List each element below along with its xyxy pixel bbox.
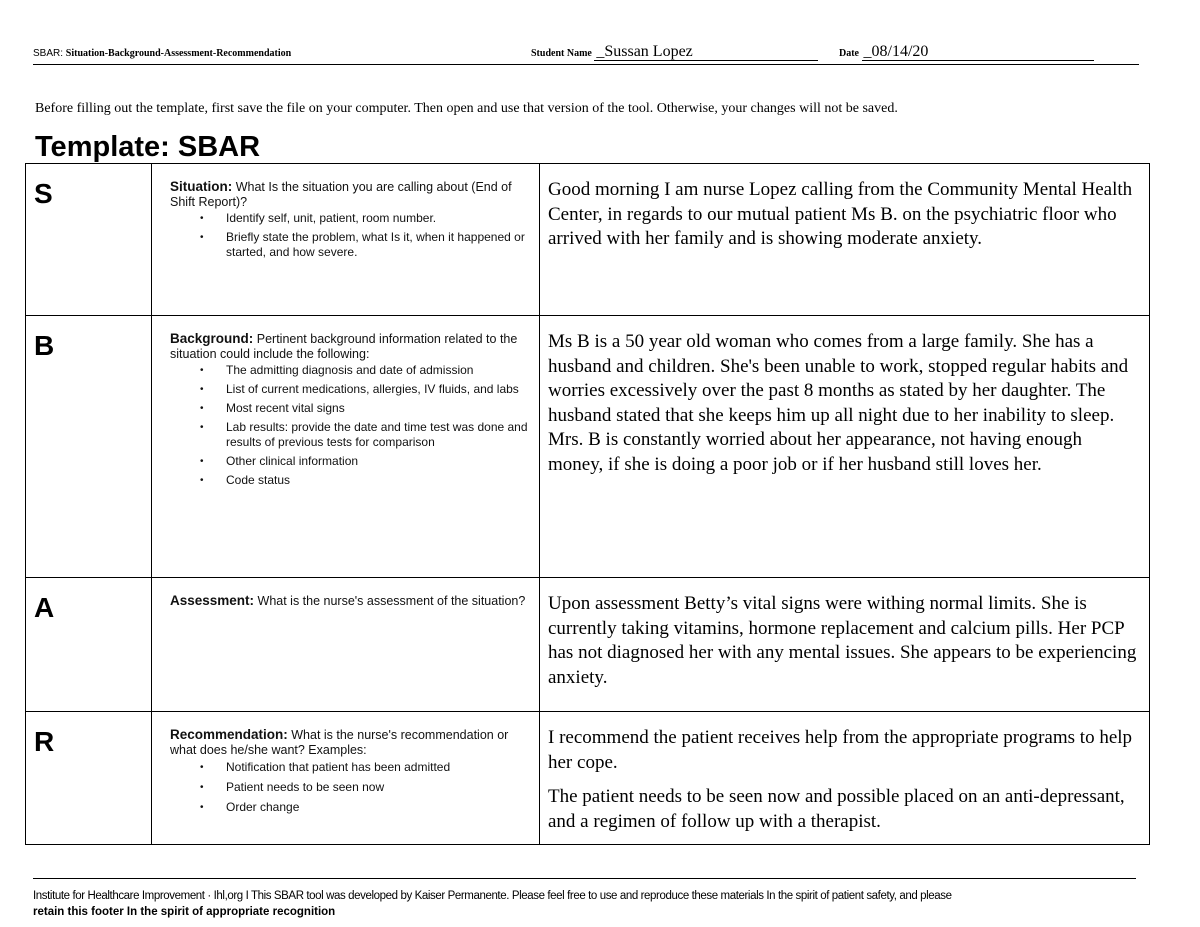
answer-text[interactable]	[540, 578, 1149, 690]
guide-desc: What Is the situation you are calling about (End of Shift Report)?	[170, 180, 512, 209]
footer-line-2: retain this footer In the spirit of appropriate recognition	[33, 906, 336, 918]
page-title: Template: SBAR	[35, 131, 261, 163]
guide-text	[152, 164, 539, 260]
sbar-table	[25, 163, 1150, 845]
guide-title: Background:	[170, 331, 254, 346]
date-value[interactable]: _08/14/20	[862, 44, 1094, 61]
guide-bullet: • The admitting diagnosis and date of admission	[226, 363, 531, 378]
sbar-row-situation	[26, 164, 1150, 316]
guide-title: Recommendation:	[170, 727, 288, 742]
guide-bullet: • Briefly state the problem, what Is it, when it happened or started, and how severe.	[226, 230, 531, 260]
date-field[interactable]	[839, 44, 1094, 61]
student-name-label: Student Name	[531, 48, 595, 59]
answer-text[interactable]	[540, 164, 1149, 252]
guide-bullet: • Code status	[226, 473, 531, 488]
sbar-prefix: SBAR:	[33, 48, 66, 59]
student-name-value[interactable]: _Sussan Lopez	[594, 44, 818, 61]
answer-text[interactable]	[540, 316, 1149, 477]
answer-cell[interactable]	[540, 164, 1150, 316]
guide-bullets	[170, 760, 531, 815]
student-name-field[interactable]	[531, 44, 818, 61]
guide-bullet: • Patient needs to be seen now	[226, 780, 531, 795]
sbar-header-title	[33, 48, 291, 59]
footer	[33, 888, 1143, 920]
row-letter: S	[34, 178, 53, 209]
letter-cell	[26, 316, 152, 578]
guide-bullet: • Other clinical information	[226, 454, 531, 469]
guide-bullets	[170, 363, 531, 488]
guide-bullet: • Identify self, unit, patient, room number.	[226, 211, 531, 226]
date-label: Date	[839, 48, 862, 59]
guide-bullet: • List of current medications, allergies, IV fluids, and labs	[226, 382, 531, 397]
guide-bullet: • Most recent vital signs	[226, 401, 531, 416]
answer-paragraph: The patient needs to be seen now and possible placed on an anti-depressant, and a regimen of follow up with a therapist.	[548, 786, 1125, 832]
answer-text[interactable]	[540, 712, 1149, 834]
sbar-row-background	[26, 316, 1150, 578]
guide-cell	[152, 164, 540, 316]
guide-desc: Pertinent background information related to the situation could include the following:	[170, 332, 518, 361]
guide-desc: What is the nurse's assessment of the situation?	[254, 594, 526, 608]
guide-text	[152, 712, 539, 815]
guide-text	[152, 316, 539, 488]
footer-line-1: Institute for Healthcare Improvement · Ihl,org I This SBAR tool was developed by Kaiser Permanente. Please feel free to use and reproduce these materials In the spirit of patient safety, and please	[33, 890, 952, 902]
guide-bullet: • Lab results: provide the date and time test was done and results of previous tests for comparison	[226, 420, 531, 450]
row-letter: R	[34, 726, 55, 757]
guide-title: Situation:	[170, 179, 233, 194]
guide-bullet: • Order change	[226, 800, 531, 815]
guide-cell	[152, 316, 540, 578]
answer-paragraph: I recommend the patient receives help from the appropriate programs to help her cope.	[548, 727, 1133, 773]
letter-cell	[26, 578, 152, 712]
guide-bullets	[170, 211, 531, 260]
guide-text	[152, 578, 539, 609]
guide-cell	[152, 712, 540, 845]
row-letter: A	[34, 592, 55, 623]
answer-cell[interactable]	[540, 712, 1150, 845]
guide-title: Assessment:	[170, 593, 255, 608]
answer-paragraph: Upon assessment Betty’s vital signs were withing normal limits. She is currently taking vitamins, hormone replacement and calcium pills. Her PCP has not diagnosed her with any mental issues. She appears to be experiencing anxiety.	[548, 593, 1137, 688]
guide-cell	[152, 578, 540, 712]
letter-cell	[26, 164, 152, 316]
sbar-row-assessment	[26, 578, 1150, 712]
letter-cell	[26, 712, 152, 845]
page-header	[33, 44, 1139, 65]
instruction-text: Before filling out the template, first save the file on your computer. Then open and use that version of the tool. Otherwise, your changes will not be saved.	[35, 101, 898, 116]
footer-divider	[33, 878, 1136, 879]
sbar-row-recommendation	[26, 712, 1150, 845]
row-letter: B	[34, 330, 55, 361]
guide-desc: What is the nurse's recommendation or what does he/she want? Examples:	[170, 728, 509, 757]
answer-paragraph: Good morning I am nurse Lopez calling from the Community Mental Health Center, in regards to our mutual patient Ms B. on the psychiatric floor who arrived with her family and is showing moderate anxiety.	[548, 179, 1133, 249]
answer-cell[interactable]	[540, 316, 1150, 578]
sbar-full-name: Situation-Background-Assessment-Recommendation	[65, 48, 292, 59]
guide-bullet: • Notification that patient has been admitted	[226, 760, 531, 775]
answer-cell[interactable]	[540, 578, 1150, 712]
answer-paragraph: Ms B is a 50 year old woman who comes from a large family. She has a husband and children. She's been unable to work, stopped regular habits and worries excessively over the past 8 months as stated by her daughter. The husband stated that she keeps him up all night due to her inability to sleep. Mrs. B is constantly worried about her appearance, not having enough money, if she is doing a poor job or if her husband still loves her.	[548, 331, 1129, 475]
